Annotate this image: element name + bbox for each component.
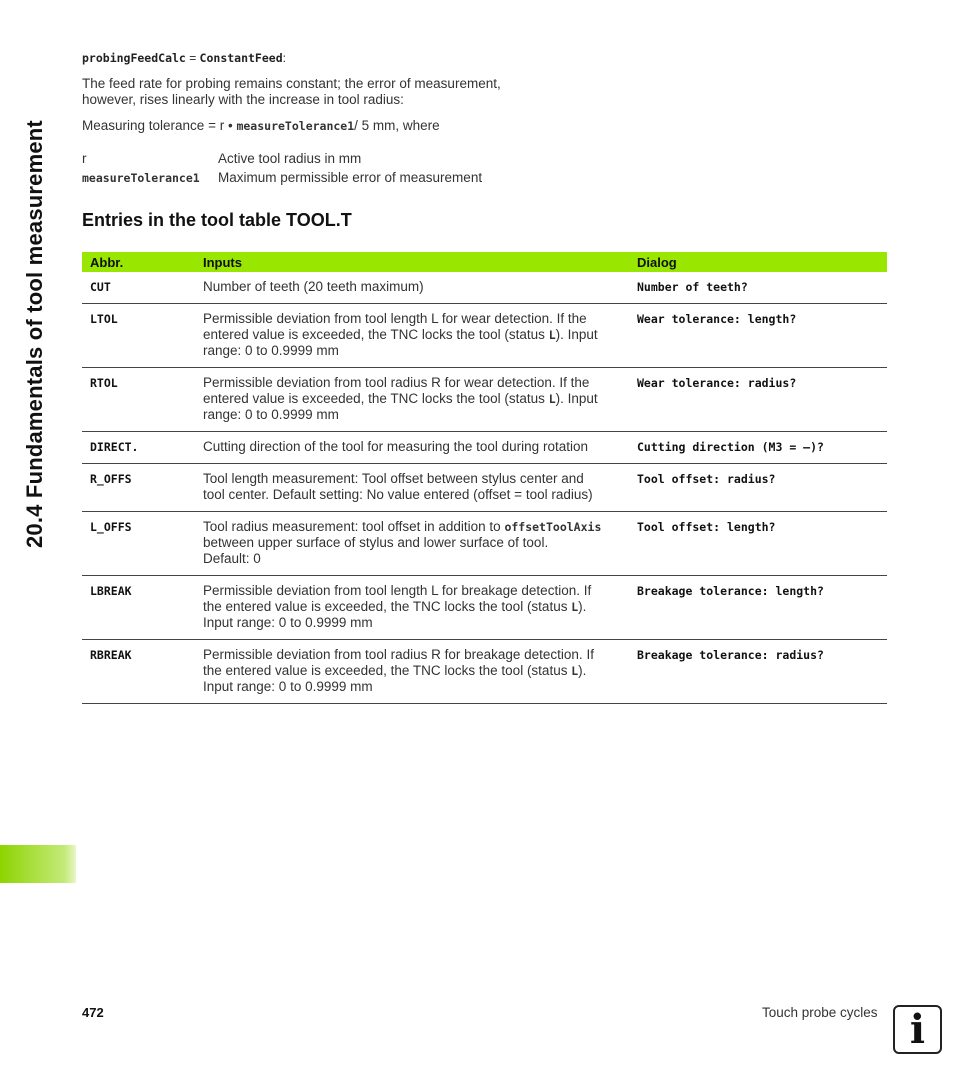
inputs-line: Input range: 0 to 0.9999 mm	[203, 615, 373, 630]
status-code: L	[571, 664, 579, 678]
abbr-cell: LTOL	[82, 304, 195, 368]
inputs-line: range: 0 to 0.9999 mm	[203, 343, 339, 358]
inputs-text: Tool radius measurement: tool offset in addition to	[203, 519, 505, 534]
status-code: L	[548, 392, 556, 406]
inputs-text: ).	[578, 663, 587, 678]
inputs-cell	[195, 640, 629, 704]
table-row	[82, 368, 887, 432]
info-glyph: i	[909, 1006, 926, 1053]
inputs-line: Cutting direction of the tool for measuring the tool during rotation	[203, 439, 588, 454]
chapter-tab-marker	[0, 845, 76, 883]
header-inputs: Inputs	[195, 252, 629, 272]
inputs-line: Permissible deviation from tool length L for wear detection. If the	[203, 311, 587, 326]
inputs-line: Permissible deviation from tool length L for breakage detection. If	[203, 583, 592, 598]
dialog-cell: Number of teeth?	[629, 272, 887, 304]
inputs-line: range: 0 to 0.9999 mm	[203, 407, 339, 422]
inputs-text: ). Input	[555, 327, 598, 342]
inputs-line: Input range: 0 to 0.9999 mm	[203, 679, 373, 694]
definition-row	[82, 168, 482, 187]
abbr-cell: LBREAK	[82, 576, 195, 640]
inputs-line: Tool length measurement: Tool offset between stylus center and	[203, 471, 584, 486]
abbr-cell: RBREAK	[82, 640, 195, 704]
status-code: L	[571, 600, 579, 614]
header-abbr: Abbr.	[82, 252, 195, 272]
definition-list	[82, 149, 482, 187]
table-row	[82, 464, 887, 512]
inputs-line	[203, 327, 621, 343]
inputs-line: Permissible deviation from tool radius R for breakage detection. If	[203, 647, 594, 662]
inputs-text: the entered value is exceeded, the TNC locks the tool (status	[203, 663, 572, 678]
table-row	[82, 576, 887, 640]
table-header-row	[82, 252, 887, 272]
inputs-line: tool center. Default setting: No value entered (offset = tool radius)	[203, 487, 593, 502]
definition-row	[82, 149, 482, 168]
param-name: offsetToolAxis	[504, 520, 602, 534]
inputs-text: entered value is exceeded, the TNC locks the tool (status	[203, 327, 549, 342]
section-heading: Entries in the tool table TOOL.T	[82, 210, 352, 230]
inputs-cell	[195, 272, 629, 304]
definition-desc: Maximum permissible error of measurement	[218, 170, 483, 185]
feed-rate-paragraph	[82, 76, 501, 108]
dialog-cell: Breakage tolerance: length?	[629, 576, 887, 640]
measuring-tolerance-line	[82, 118, 440, 134]
abbr-cell: RTOL	[82, 368, 195, 432]
dialog-cell: Tool offset: radius?	[629, 464, 887, 512]
formula-line	[82, 51, 286, 65]
table-row	[82, 272, 887, 304]
inputs-text: entered value is exceeded, the TNC locks the tool (status	[203, 391, 549, 406]
header-dialog: Dialog	[629, 252, 887, 272]
dialog-cell: Wear tolerance: radius?	[629, 368, 887, 432]
table-row	[82, 640, 887, 704]
inputs-line	[203, 519, 621, 535]
info-icon	[893, 1005, 942, 1054]
bullet: •	[227, 118, 233, 133]
abbr-cell: R_OFFS	[82, 464, 195, 512]
definition-term: r	[82, 151, 87, 166]
table-row	[82, 304, 887, 368]
status-code: L	[548, 328, 556, 342]
inputs-line	[203, 391, 621, 407]
measuring-var: measureTolerance1	[236, 119, 355, 133]
definition-desc: Active tool radius in mm	[218, 151, 362, 166]
inputs-cell	[195, 464, 629, 512]
abbr-cell: L_OFFS	[82, 512, 195, 576]
paragraph-line: however, rises linearly with the increase in tool radius:	[82, 92, 404, 107]
dialog-cell: Tool offset: length?	[629, 512, 887, 576]
paragraph-line: The feed rate for probing remains constant; the error of measurement,	[82, 76, 501, 91]
definition-term: measureTolerance1	[82, 170, 200, 185]
dialog-cell: Wear tolerance: length?	[629, 304, 887, 368]
inputs-cell	[195, 304, 629, 368]
inputs-text: ). Input	[555, 391, 598, 406]
inputs-cell	[195, 576, 629, 640]
formula-name: probingFeedCalc	[82, 51, 186, 65]
inputs-cell	[195, 368, 629, 432]
measuring-post: / 5 mm, where	[354, 118, 440, 133]
inputs-text: the entered value is exceeded, the TNC locks the tool (status	[203, 599, 572, 614]
chapter-side-title: 20.4 Fundamentals of tool measurement	[22, 120, 47, 548]
measuring-pre: Measuring tolerance = r	[82, 118, 228, 133]
page-number: 472	[82, 1005, 104, 1020]
inputs-text: ).	[578, 599, 587, 614]
inputs-cell	[195, 512, 629, 576]
inputs-line	[203, 663, 621, 679]
tool-table	[82, 252, 887, 704]
formula-eq: =	[185, 51, 200, 65]
abbr-cell: CUT	[82, 272, 195, 304]
inputs-line: Permissible deviation from tool radius R for wear detection. If the	[203, 375, 590, 390]
dialog-cell: Cutting direction (M3 = –)?	[629, 432, 887, 464]
inputs-line: Default: 0	[203, 551, 261, 566]
inputs-line	[203, 599, 621, 615]
inputs-line: between upper surface of stylus and lower surface of tool.	[203, 535, 549, 550]
dialog-cell: Breakage tolerance: radius?	[629, 640, 887, 704]
chapter-name: Touch probe cycles	[762, 1005, 878, 1020]
table-row	[82, 432, 887, 464]
formula-value: ConstantFeed	[199, 51, 283, 65]
table-row	[82, 512, 887, 576]
inputs-line: Number of teeth (20 teeth maximum)	[203, 279, 424, 294]
inputs-cell	[195, 432, 629, 464]
abbr-cell: DIRECT.	[82, 432, 195, 464]
formula-tail: :	[282, 51, 286, 65]
